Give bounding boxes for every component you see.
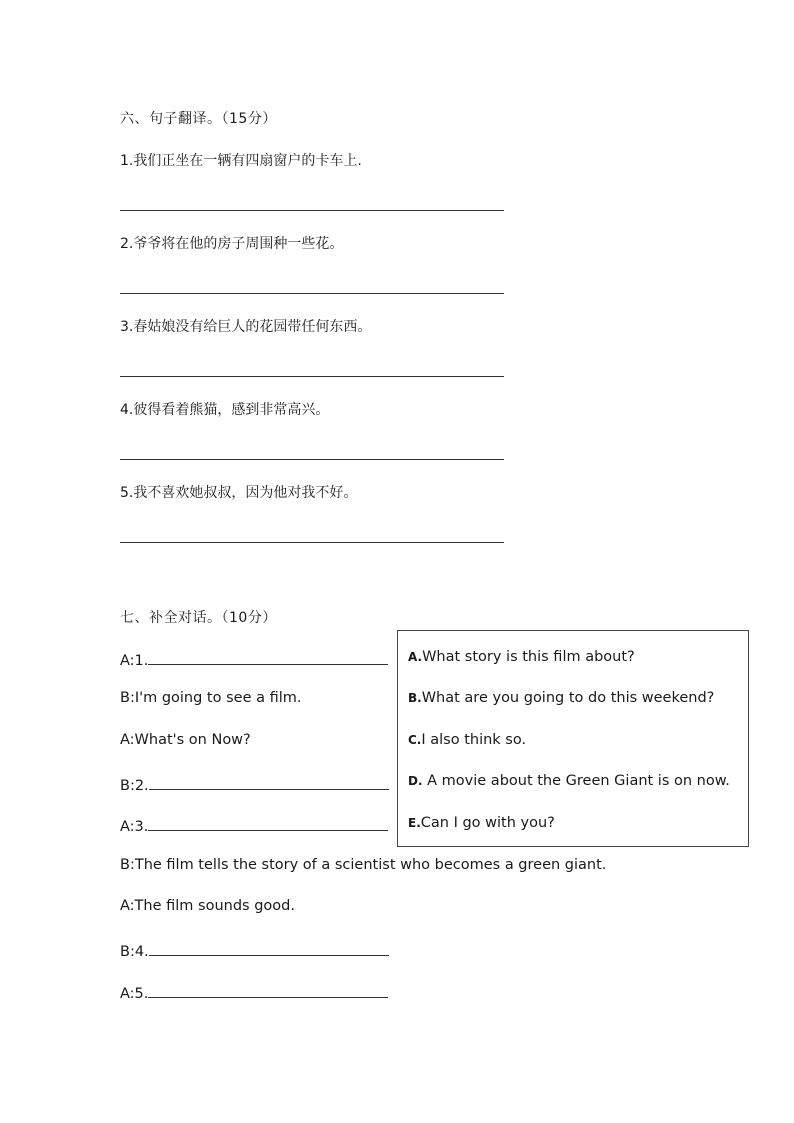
option-letter: A. — [408, 650, 423, 664]
dialogue-line-8 — [120, 940, 389, 960]
option-text: A movie about the Green Giant is on now. — [422, 773, 730, 789]
option-letter: B. — [408, 691, 422, 705]
option-b — [408, 690, 714, 706]
option-text: I also think so. — [421, 732, 527, 748]
option-a — [408, 649, 635, 665]
option-letter: E. — [408, 816, 421, 830]
dialogue-prefix: B:2. — [120, 778, 149, 794]
option-text: What story is this film about? — [422, 649, 635, 665]
option-text: What are you going to do this weekend? — [421, 690, 715, 706]
answer-line-3[interactable] — [120, 376, 504, 377]
option-d — [408, 773, 730, 789]
section-7-title: 七、补全对话。（10分） — [120, 610, 277, 626]
dialogue-line-9 — [120, 982, 388, 1002]
dialogue-blank-4[interactable] — [149, 940, 389, 956]
dialogue-blank-5[interactable] — [148, 982, 388, 998]
answer-line-4[interactable] — [120, 459, 504, 460]
translation-question-2: 2.爷爷将在他的房子周围种一些花。 — [120, 236, 344, 252]
dialogue-prefix: A:3. — [120, 819, 149, 835]
option-e — [408, 815, 555, 831]
translation-question-3: 3.春姑娘没有给巨人的花园带任何东西。 — [120, 319, 372, 335]
dialogue-blank-3[interactable] — [148, 815, 388, 831]
dialogue-line-3: A:What's on Now? — [120, 732, 251, 748]
answer-line-5[interactable] — [120, 542, 504, 543]
answer-line-1[interactable] — [120, 210, 504, 211]
option-text: Can I go with you? — [420, 815, 555, 831]
translation-question-1: 1.我们正坐在一辆有四扇窗户的卡车上. — [120, 153, 362, 169]
dialogue-line-6: B:The film tells the story of a scientist who becomes a green giant. — [120, 857, 607, 873]
dialogue-line-7: A:The film sounds good. — [120, 898, 295, 914]
translation-question-5: 5.我不喜欢她叔叔，因为他对我不好。 — [120, 485, 358, 501]
section-6-title: 六、句子翻译。（15分） — [120, 111, 277, 127]
dialogue-line-1 — [120, 649, 388, 669]
answer-line-2[interactable] — [120, 293, 504, 294]
option-c — [408, 732, 526, 748]
options-box — [397, 630, 749, 847]
translation-question-4: 4.彼得看着熊猫，感到非常高兴。 — [120, 402, 330, 418]
dialogue-blank-2[interactable] — [149, 774, 389, 790]
option-letter: C. — [408, 733, 422, 747]
dialogue-line-4 — [120, 774, 389, 794]
dialogue-prefix: A:5. — [120, 986, 149, 1002]
dialogue-blank-1[interactable] — [148, 649, 388, 665]
dialogue-line-2: B:I'm going to see a film. — [120, 690, 302, 706]
dialogue-prefix: B:4. — [120, 944, 149, 960]
option-letter: D. — [408, 774, 423, 788]
dialogue-prefix: A:1. — [120, 653, 149, 669]
dialogue-line-5 — [120, 815, 388, 835]
